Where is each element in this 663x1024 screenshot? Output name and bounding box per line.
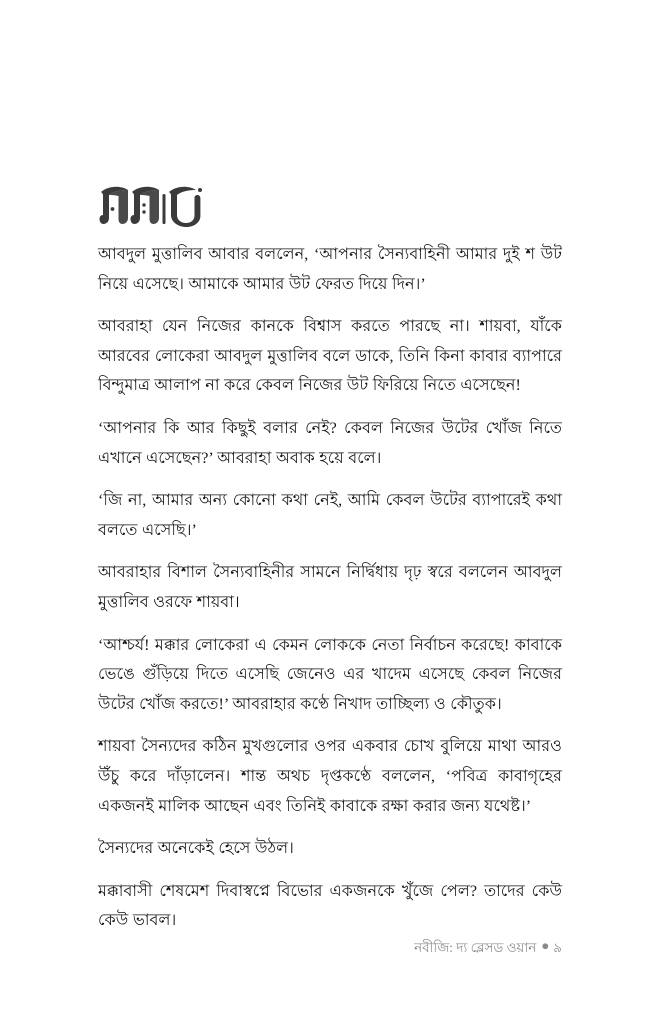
footer-page-number: ৯ <box>553 940 562 955</box>
paragraph: সৈন্যদের অনেকেই হেসে উঠল। <box>98 840 294 858</box>
chapter-heading <box>98 182 398 232</box>
footer-separator-bullet: ● <box>541 938 550 953</box>
body-text-block <box>98 240 562 936</box>
paragraph: মক্কাবাসী শেষমেশ দিবাস্বপ্নে বিভোর একজনকে খুঁজে পেল? তাদের কেউ কেউ ভাবল। <box>98 882 562 930</box>
chapter-heading-glyphs <box>98 182 218 228</box>
paragraph: ‘আপনার কি আর কিছুই বলার নেই? কেবল নিজের উটের খোঁজ নিতে এখানে এসেছেন?’ আবরাহা অবাক হয়ে বলে। <box>98 419 562 467</box>
paragraph: ‘জি না, আমার অন্য কোনো কথা নেই, আমি কেবল উটের ব্যাপারেই কথা বলতে এসেছি।’ <box>98 492 562 539</box>
paragraph: শায়বা সৈন্যদের কঠিন মুখগুলোর ওপর একবার চোখ বুলিয়ে মাথা আরও উঁচু করে দাঁড়ালেন। শান্ত অথচ দৃপ্তকণ্ঠে বললেন, ‘পবিত্র কাবাগৃহের একজনই মালিক আছেন এবং তিনিই কাবাকে রক্ষা করার জন্য যথেষ্ট।’ <box>98 738 562 815</box>
page-footer <box>0 938 562 958</box>
paragraph: আবদুল মুত্তালিব আবার বললেন, ‘আপনার সৈন্যবাহিনী আমার দুই শ উট নিয়ে এসেছে। আমাকে আমার উট ফেরত দিয়ে দিন।’ <box>98 246 562 293</box>
paragraph: আবরাহা যেন নিজের কানকে বিশ্বাস করতে পারছে না। শায়বা, যাঁকে আরবের লোকেরা আবদুল মুত্তালিব বলে ডাকে, তিনি কিনা কাবার ব্যাপারে বিন্দুমাত্র আলাপ না করে কেবল নিজের উট ফিরিয়ে নিতে এসেছেন! <box>98 318 562 395</box>
footer-book-title: নবীজি: দ্য ব্লেসড ওয়ান <box>414 940 537 955</box>
paragraph: ‘আশ্চর্য! মক্কার লোকেরা এ কেমন লোককে নেতা নির্বাচন করেছে! কাবাকে ভেঙে গুঁড়িয়ে দিতে এসেছি জেনেও এর খাদেম এসেছে কেবল নিজের উটের খোঁজ করতে!’ আবরাহার কণ্ঠে নিখাদ তাচ্ছিল্য ও কৌতুক। <box>98 636 562 713</box>
paragraph: আবরাহার বিশাল সৈন্যবাহিনীর সামনে নির্দ্বিধায় দৃঢ় স্বরে বললেন আবদুল মুত্তালিব ওরফে শায়বা। <box>98 564 562 611</box>
